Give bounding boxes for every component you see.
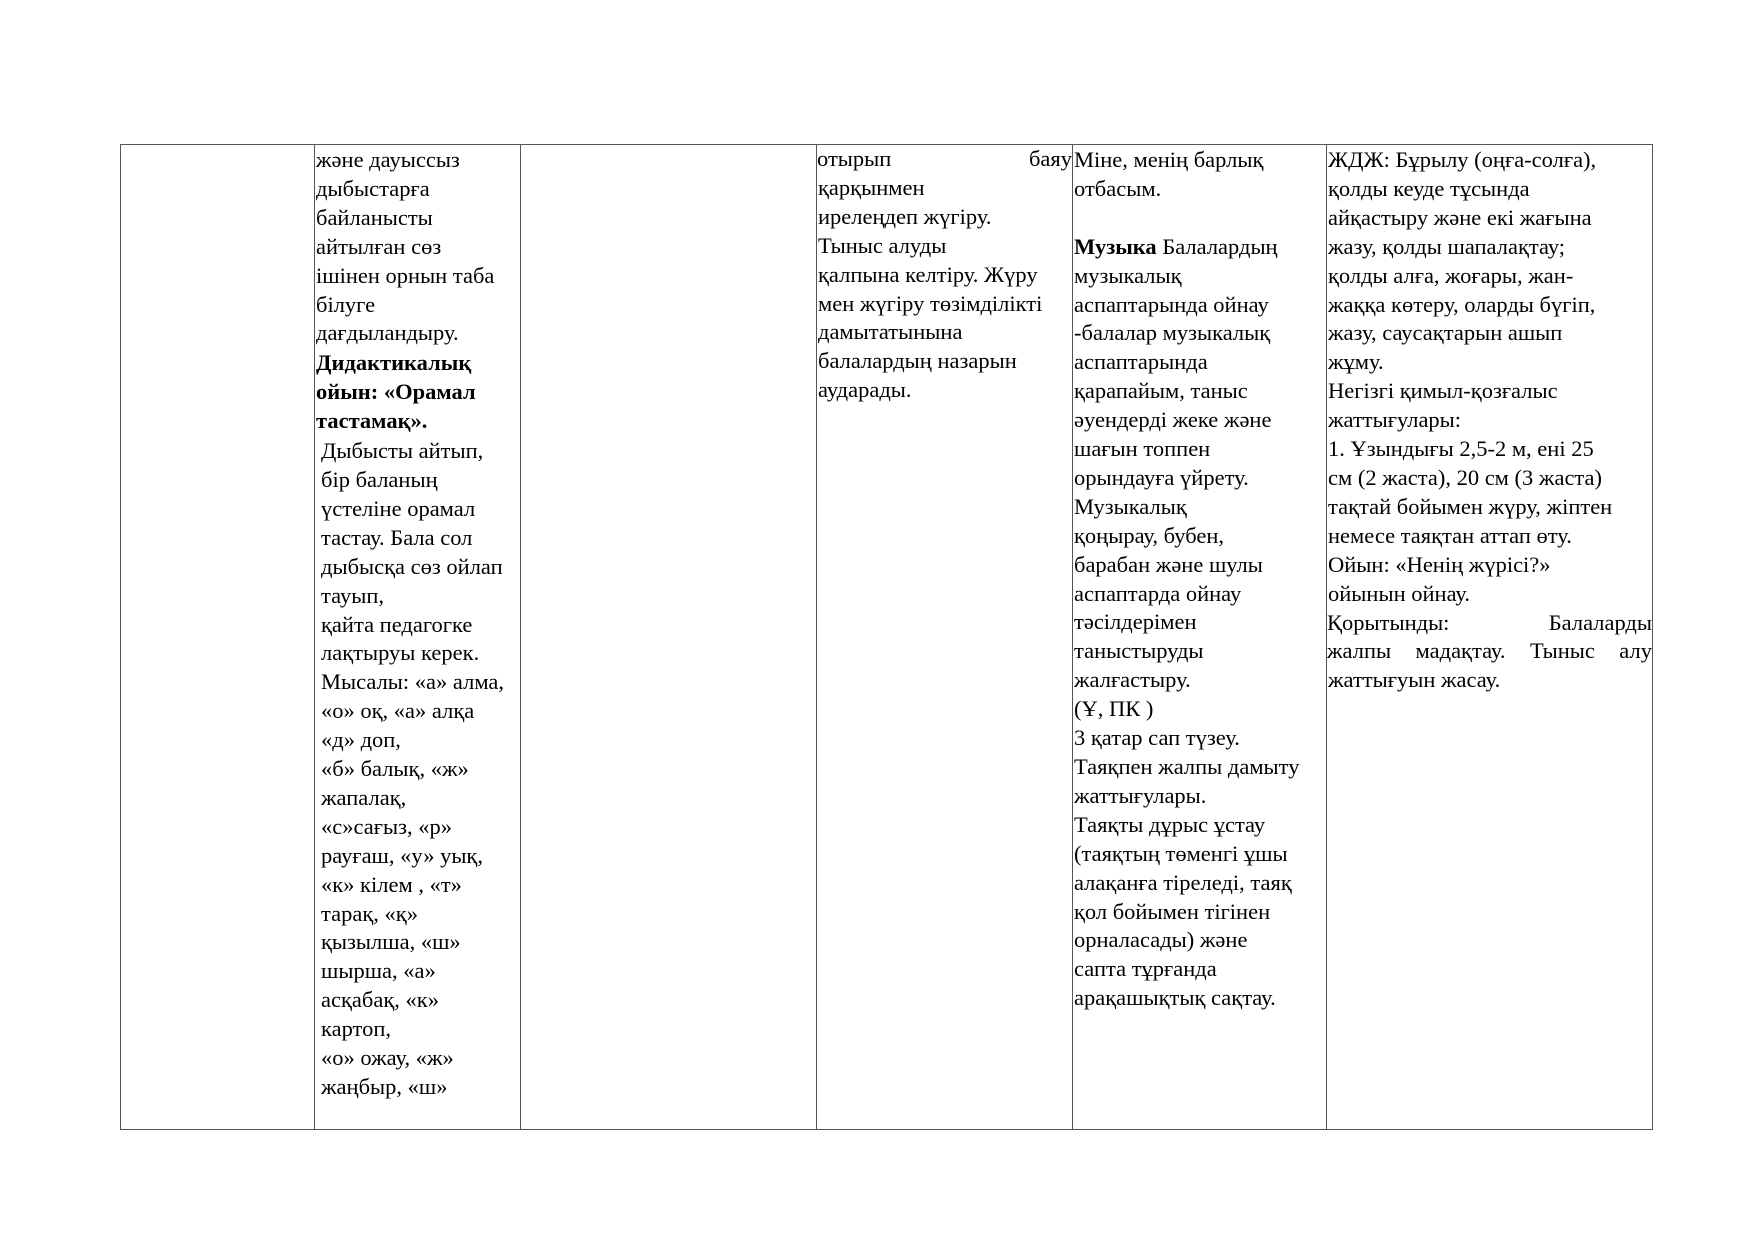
blank-line <box>1073 204 1326 233</box>
table-cell-col4 <box>817 145 1073 1130</box>
cell-text-col2-game: Дыбысты айтып, бір баланың үстеліне орамал тастау. Бала сол дыбысқа сөз ойлап тауып, қайта педагогке лақтыруы керек. Мысалы: «а» алма, «о» оқ, «а» алқа «д» доп, «б» балық, «ж» жапалақ, «с»сағыз, «р» рауғаш, «у» уық, «к» кілем , «т» тарақ, «қ» қызылша, «ш» шырша, «а» асқабақ, «к» картоп, «о» ожау, «ж» жаңбыр, «ш» <box>321 438 505 1099</box>
conclusion-word-2: Балаларды <box>1548 609 1652 635</box>
col4-first-line <box>817 145 1072 174</box>
cell-text-col6: ЖДЖ: Бұрылу (оңға-солға), қолды кеуде тұсында айқастыру және екі жағына жазу, қолды шапалақтау; қолды алға, жоғары, жан- жаққа көтеру, оларды бүгіп, жазу, саусақтарын ашып жұму. Негізгі қимыл-қозғалыс жаттығулары: 1. Ұзындығы 2,5-2 м, ені 25 см (2 жаста), 20 см (3 жаста) тақтай бойымен жүру, жіптен немесе таяқтан аттап өту. Ойын: «Ненің жүрісі?» ойынын ойнау. <box>1328 147 1613 606</box>
cell-text-col5-music: музыкалық аспаптарында ойнау -балалар музыкалық аспаптарында қарапайым, таныс әуендерді жеке және шағын топпен орындауға үйрету. Музыкалық қоңырау, бубен, барабан және шулы аспаптарда ойнау тәсілдерімен таныстыруды жалғастыру. (Ұ, ПК ) 3 қатар сап түзеу. Таяқпен жалпы дамыту жаттығулары. Таяқты дұрыс ұстау (таяқтың төменгі ұшы алақанға тіреледі, таяқ қол бойымен тігінен орналасады) және сапта тұрғанда арақашықтық сақтау. <box>1074 262 1300 1011</box>
cell-text-col2-intro: және дауыссыз дыбыстарға байланысты айтылған сөз ішінен орнын таба білуге дағдыландыру. <box>316 147 495 346</box>
plan-table <box>120 144 1653 1130</box>
table-cell-col2 <box>315 145 521 1130</box>
music-label: Музыка <box>1074 233 1157 259</box>
table-cell-col3 <box>521 145 817 1130</box>
conclusion-line-2 <box>1327 637 1652 666</box>
conclusion-line-1 <box>1327 609 1652 638</box>
cell-text-col1 <box>121 145 314 146</box>
conclusion-word-4: мадақтау. <box>1415 638 1506 664</box>
col4-word-a: отырып <box>817 146 892 171</box>
table-row <box>121 145 1653 1130</box>
cell-text-col4: қарқынмен ирелеңдеп жүгіру. Тыныс алуды қалпына келтіру. Жүру мен жүгіру төзімділікті дамытатынына балалардың назарын аударады. <box>818 174 1043 403</box>
table-cell-col1 <box>121 145 315 1130</box>
table-cell-col6 <box>1327 145 1653 1130</box>
conclusion-word-3: жалпы <box>1327 638 1392 664</box>
didactic-game-title: Дидактикалық ойын: «Орамал тастамақ». <box>316 350 476 434</box>
music-heading-line <box>1073 233 1326 262</box>
col4-word-b: баяу <box>1028 146 1072 171</box>
conclusion-line-3: жаттығуын жасау. <box>1328 667 1501 693</box>
music-label-after: Балалардың <box>1156 233 1278 259</box>
cell-text-col3 <box>521 145 816 146</box>
conclusion-word-6: алу <box>1619 638 1652 664</box>
cell-text-col5-intro: Міне, менің барлық отбасым. <box>1074 147 1264 201</box>
conclusion-word-1: Қорытынды: <box>1327 609 1450 635</box>
table-cell-col5 <box>1073 145 1327 1130</box>
conclusion-word-5: Тыныс <box>1529 638 1595 664</box>
